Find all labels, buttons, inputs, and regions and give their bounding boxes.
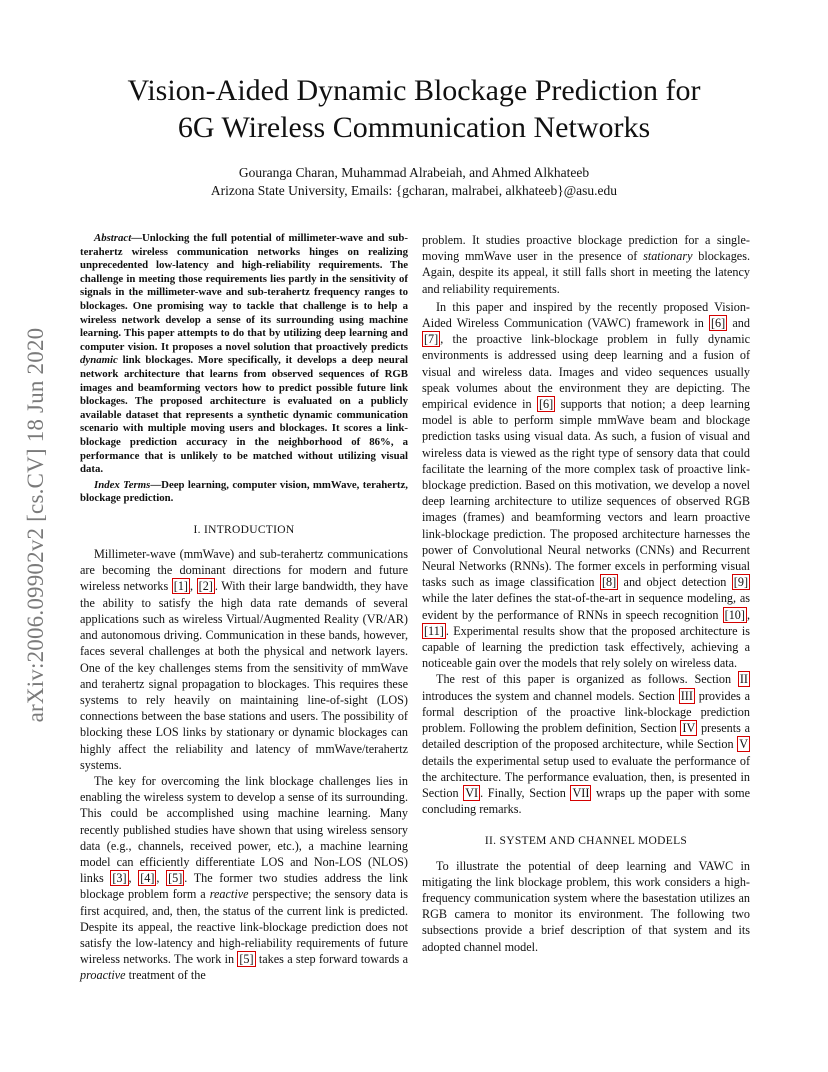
- abstract-label: Abstract: [94, 232, 132, 244]
- abstract-text: —Unlocking the full potential of millimeter-wave and sub-terahertz wireless communication networks hinges on realizing unprecedented low-latency and high-reliability requirements. The challenge in meeting those requirements lies partly in the sensitivity of signals in the millimeter-wave and sub-terahertz frequency ranges to blockages. One promising way to tackle that challenge is to help a wireless network develop a sense of its surrounding using machine learning. This paper attempts to do that by utilizing deep learning and computer vision. It proposes a novel solution that proactively predicts: [80, 232, 408, 353]
- citation-link[interactable]: [6]: [538, 397, 554, 412]
- abstract-emphasis: dynamic: [80, 354, 118, 367]
- separator: ,: [156, 871, 167, 886]
- body-text: The rest of this paper is organized as follows. Section: [436, 672, 738, 687]
- citation-link[interactable]: [8]: [601, 575, 617, 590]
- citation-link[interactable]: [11]: [424, 623, 444, 638]
- citation-link[interactable]: [5]: [168, 871, 183, 886]
- body-text: while the later defines the stat-of-the-art in sequence modeling, as evident by the performance of RNNs in speech recognition: [422, 591, 750, 622]
- citation-link[interactable]: [10]: [724, 607, 745, 622]
- emphasis: stationary: [643, 249, 693, 264]
- title-line-1: Vision-Aided Dynamic Blockage Prediction for: [127, 74, 701, 107]
- section-link[interactable]: V: [739, 737, 748, 752]
- body-text: presents a detailed description of the proposed architecture, while Section: [422, 721, 750, 752]
- citation-link[interactable]: [4]: [140, 871, 155, 886]
- title-line-2: 6G Wireless Communication Networks: [177, 111, 651, 144]
- section-link[interactable]: III: [680, 688, 693, 703]
- citation-link[interactable]: [9]: [733, 575, 749, 590]
- affiliation: Arizona State University, Emails: {gcharan, malrabei, alkhateeb}@asu.edu: [210, 183, 618, 198]
- section-heading-system-model: II. SYSTEM AND CHANNEL MODELS: [484, 835, 688, 848]
- intro-paragraph-2-cont: [422, 232, 750, 297]
- citation-link[interactable]: [2]: [198, 579, 213, 594]
- left-column: [80, 232, 408, 984]
- body-text: details the experimental setup used to evaluate the performance of the architecture. The performance evaluation, then, is presented in Section: [422, 753, 750, 800]
- intro-text: takes a step forward towards a: [255, 952, 408, 967]
- body-text: In this paper and inspired by the recently proposed Vision-Aided Wireless Communication (VAWC) framework in: [422, 299, 750, 331]
- separator: ,: [190, 579, 197, 594]
- section-link[interactable]: VI: [465, 785, 479, 800]
- section-link[interactable]: II: [739, 672, 748, 687]
- intro-text: perspective; the sensory data is first acquired, and, then, the status of the current link is predicted. Despite its appeal, the reactive link-blockage prediction does not satisfy the low-latency and high-reliability requirements of future wireless networks. The work in: [80, 887, 408, 967]
- emphasis: proactive: [80, 968, 126, 983]
- intro-text: . With their large bandwidth, they have the ability to satisfy the high data rate demands of several applications such as wireless Virtual/Augmented Reality (VR/AR) and autonomous driving. Communication in these bands, however, faces several challenges at both the physical and network layers. One of the key challenges stems from the sensitivity of mmWave and terahertz signal propagation to blockages. This requires these systems to rely heavily on maintaining line-of-sight (LOS) connections between the base stations and users. The possibility of blocking these LOS links by stationary or dynamic blockages can highly affect the reliability and latency of mmWave/terahertz systems.: [80, 579, 409, 772]
- body-text: . Finally, Section: [480, 785, 571, 800]
- index-terms-text: —Deep learning, computer vision, mmWave, terahertz, blockage prediction.: [80, 478, 408, 505]
- body-text: provides a formal description of the proactive link-blockage prediction problem. Following the problem definition, Section: [422, 688, 750, 736]
- body-text: . Experimental results show that the proposed architecture is capable of learning the prediction task effectively, achieving a noticeable gain over the models that rely solely on wireless data.: [422, 623, 750, 671]
- citation-link[interactable]: [7]: [424, 332, 439, 347]
- body-text: and object detection: [618, 575, 732, 590]
- separator: ,: [128, 871, 139, 886]
- citation-link[interactable]: [1]: [173, 579, 188, 594]
- intro-text: . The former two studies address the link blockage problem form a: [80, 871, 409, 902]
- author-names: Gouranga Charan, Muhammad Alrabeiah, and Ahmed Alkhateeb: [238, 165, 590, 180]
- author-block: [80, 164, 748, 200]
- citation-link[interactable]: [3]: [112, 871, 127, 886]
- citation-link[interactable]: [6]: [711, 316, 726, 331]
- index-terms: [80, 479, 408, 506]
- intro-text: treatment of the: [125, 968, 206, 983]
- system-paragraph-1: To illustrate the potential of deep learning and VAWC in mitigating the link blockage problem, this work considers a high-frequency communication system where the basestation utilizes an RGB camera to monitor its environment. The following two subsections provide a brief description of that system and its adopted channel model.: [422, 858, 750, 954]
- arxiv-identifier-text: arXiv:2006.09902v2 [cs.CV] 18 Jun 2020: [23, 327, 48, 723]
- intro-paragraph-3: [422, 299, 750, 672]
- intro-paragraph-2: [80, 773, 408, 984]
- intro-paragraph-4: [422, 671, 750, 817]
- arxiv-identifier: [16, 290, 56, 760]
- body-text: introduces the system and channel models. Section: [422, 688, 679, 703]
- body-text: problem. It studies proactive blockage prediction for a single-moving mmWave user in the presence of: [422, 233, 750, 264]
- right-column: [422, 232, 750, 955]
- abstract-text-cont: link blockages. More specifically, it develops a deep neural network architecture that learns from observed sequences of RGB images and beamforming vectors how to predict possible future link blockages. The proposed architecture is evaluated on a publicly available dataset that represents a synthetic dynamic communication scenario with multiple moving users and blockages. It scores a link-blockage prediction accuracy in the neighborhood of 86%, a performance that is unlikely to be matched without utilizing visual data.: [80, 354, 408, 476]
- body-text: blockages. Again, despite its appeal, it still falls short in meeting the latency and reliability requirements.: [422, 249, 751, 296]
- body-text: supports that notion; a deep learning model is able to perform simple mmWave beam and blockage prediction tasks using visual data. As such, a fusion of visual and wireless data is viewed as the right type of sensory data that could facilitate the learning of the more complex task of proactive link-blockage prediction. Based on this motivation, we develop a novel deep learning architecture to utilize sequences of observed RGB images (frames) and beamforming vectors and learn proactive link-blockage prediction. The proposed architecture harnesses the power of Convolutional Neural networks (CNNs) and Recurrent Neural Networks (RNNs). The former excels in performing visual tasks such as image classification: [422, 397, 750, 590]
- paper-title: [80, 72, 748, 146]
- section-link[interactable]: IV: [682, 721, 696, 736]
- emphasis: reactive: [209, 887, 249, 902]
- abstract: [80, 232, 408, 477]
- body-text: , the proactive link-blockage problem in fully dynamic environments is addressed using deep learning and a fusion of visual and wireless data. Images and video sequences usually speak volumes about the environment they are depicting. The empirical evidence in: [422, 332, 750, 412]
- intro-paragraph-1: [80, 546, 408, 773]
- section-link[interactable]: VII: [572, 785, 590, 800]
- intro-text: The key for overcoming the link blockage challenges lies in enabling the wireless system to develop a sense of its surrounding. This could be accomplished using machine learning. Many recently published studies have shown that using wireless sensory data (e.g., channels, received power, etc.), a machine learning model can efficiently differentiate LOS and Non-LOS (NLOS) links: [80, 773, 408, 886]
- index-terms-label: Index Terms: [94, 478, 151, 491]
- citation-link[interactable]: [5]: [239, 952, 254, 967]
- intro-text: Millimeter-wave (mmWave) and sub-terahertz communications are becoming the dominant directions for modern and future wireless networks: [80, 547, 408, 594]
- separator: ,: [746, 607, 750, 622]
- section-heading-introduction: I. INTRODUCTION: [193, 523, 295, 536]
- body-text: and: [727, 316, 750, 331]
- body-text: wraps up the paper with some concluding remarks.: [422, 785, 750, 817]
